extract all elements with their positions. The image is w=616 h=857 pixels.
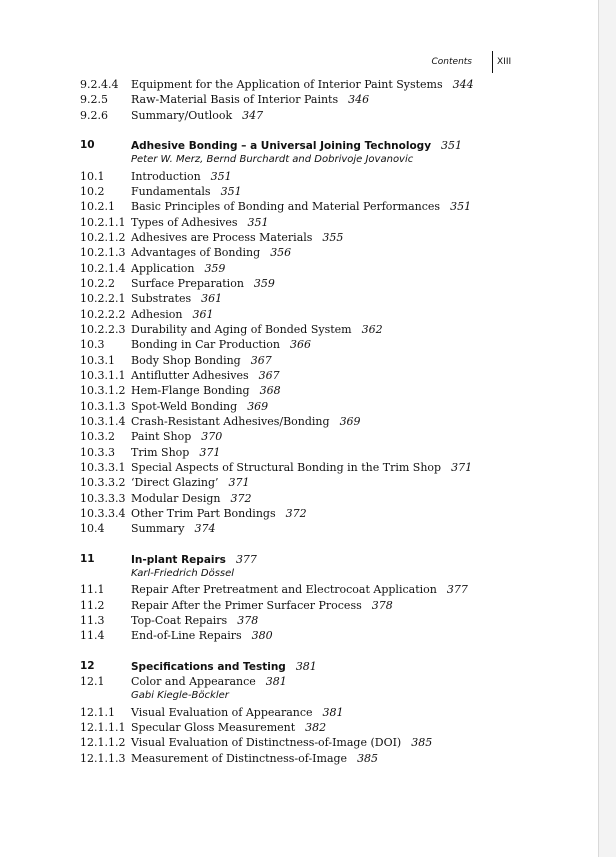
toc-entry-title-line <box>131 139 462 152</box>
toc-entry-title: Equipment for the Application of Interior Paint Systems <box>131 78 443 91</box>
toc-entry-page: 385 <box>357 751 379 765</box>
toc-entry-title: Summary <box>131 522 185 536</box>
toc-entry-page: 380 <box>251 629 273 643</box>
toc-entry-page: 378 <box>371 598 393 612</box>
toc-entry-page: 367 <box>258 368 280 382</box>
toc-entry-title-line <box>131 231 343 244</box>
toc-entry[interactable] <box>0 706 598 721</box>
running-header <box>0 55 598 71</box>
toc-entry-title: Color and Appearance <box>131 675 256 689</box>
toc-entry-title-line <box>131 507 307 520</box>
toc-entry-title-line <box>131 461 472 474</box>
toc-entry-title-line <box>131 400 268 413</box>
toc-entry[interactable] <box>0 369 598 384</box>
toc-entry-page: 372 <box>230 491 252 505</box>
toc-entry[interactable] <box>0 430 598 445</box>
toc-entry-title: Special Aspects of Structural Bonding in the Trim Shop <box>131 460 442 474</box>
toc-entry[interactable] <box>0 384 598 399</box>
toc-entry-title-line <box>131 706 344 719</box>
toc-entry-title: In-plant Repairs <box>131 553 226 566</box>
toc-entry-page: 346 <box>348 93 370 107</box>
toc-entry-number: 10.3.1.3 <box>80 399 126 413</box>
toc-entry-title: Summary/Outlook <box>131 108 233 122</box>
toc-entry-title-line <box>131 93 369 106</box>
toc-entry-title: Specifications and Testing <box>131 660 286 673</box>
toc-entry-title-line <box>131 629 273 642</box>
toc-entry-page: 370 <box>201 430 223 444</box>
toc-entry-title: Specular Gloss Measurement <box>131 721 296 735</box>
toc-entry-title-line <box>131 415 361 428</box>
toc-entry-title: Repair After Pretreatment and Electrocoat Application <box>131 583 437 597</box>
toc-entry-title: Modular Design <box>131 491 221 505</box>
toc-entry-title: Antiflutter Adhesives <box>131 368 249 382</box>
toc-entry-title-line <box>131 292 222 305</box>
toc-entry-page: 371 <box>451 460 473 474</box>
toc-entry-number: 10.2.2.3 <box>80 323 126 336</box>
toc-entry-number: 10.2.1.3 <box>80 246 126 260</box>
toc-entry-number: 10.2.2.2 <box>80 307 126 321</box>
toc-entry-title-line <box>131 109 263 122</box>
toc-entry-number: 10.2.1.4 <box>80 261 126 275</box>
toc-entry[interactable] <box>0 292 598 307</box>
toc-entry-number: 10.2 <box>80 185 105 199</box>
toc-entry-title-line <box>131 752 378 765</box>
toc-entry-title-line <box>131 553 257 566</box>
toc-entry-page: 351 <box>247 215 269 229</box>
toc-entry[interactable] <box>0 170 598 185</box>
toc-entry[interactable] <box>0 354 598 369</box>
toc-entry-title: ‘Direct Glazing’ <box>131 476 219 490</box>
toc-entry-number: 10.3.1.1 <box>80 368 126 382</box>
toc-entry-page: 359 <box>204 261 226 275</box>
toc-entry-page: 382 <box>305 721 327 735</box>
toc-entry[interactable] <box>0 185 598 200</box>
toc-entry-number: 10.3.1 <box>80 353 115 367</box>
toc-entry[interactable] <box>0 415 598 430</box>
toc-entry-title-line <box>131 277 275 290</box>
toc-entry-page: 351 <box>450 200 472 214</box>
running-header-page-number: XIII <box>497 57 512 67</box>
toc-entry-title-line <box>131 369 280 382</box>
toc-entry-title-line <box>131 492 251 505</box>
toc-entry-title-line <box>131 262 225 275</box>
toc-entry-number: 12.1 <box>80 675 105 689</box>
toc-entry-title: Hem-Flange Bonding <box>131 384 250 398</box>
toc-entry-title-line <box>131 430 222 443</box>
toc-entry[interactable] <box>0 522 598 537</box>
toc-entry-title-line <box>131 170 232 183</box>
toc-author: Karl-Friedrich Dössel <box>131 568 235 579</box>
toc-entry-number: 10.2.1.1 <box>80 215 126 229</box>
toc-entry-page: 351 <box>441 139 463 153</box>
toc-entry[interactable] <box>0 109 598 124</box>
toc-entry-title-line <box>131 476 249 489</box>
toc-entry-title: Adhesion <box>131 307 183 321</box>
toc-entry-number: 11 <box>80 552 95 565</box>
toc-entry[interactable] <box>0 476 598 491</box>
toc-entry-title-line <box>131 384 281 397</box>
toc-entry[interactable] <box>0 583 598 598</box>
toc-entry-number: 10.3.3 <box>80 445 115 459</box>
toc-entry-title: Surface Preparation <box>131 277 244 291</box>
toc-entry-page: 347 <box>242 108 264 122</box>
toc-entry-number: 10.2.2.1 <box>80 292 126 306</box>
toc-entry[interactable] <box>0 400 598 415</box>
toc-entry-number: 12.1.1.3 <box>80 751 126 765</box>
toc-entry-number: 11.2 <box>80 598 105 612</box>
toc-entry-page: 371 <box>199 445 221 459</box>
toc-entry[interactable] <box>0 675 598 690</box>
toc-entry[interactable] <box>0 338 598 353</box>
toc-entry[interactable] <box>0 323 598 338</box>
toc-entry-title-line <box>131 660 317 673</box>
toc-entry-page: 367 <box>250 353 272 367</box>
toc-chapter-entry[interactable] <box>0 553 598 568</box>
toc-entry-page: 362 <box>361 323 383 336</box>
toc-entry-number: 10.2.2 <box>80 277 115 291</box>
toc-entry-title-line <box>131 246 291 259</box>
toc-entry-number: 10.3.1.4 <box>80 414 126 428</box>
toc-entry-title-line <box>131 200 471 213</box>
toc-entry-title: Fundamentals <box>131 185 211 199</box>
toc-entry-title-line <box>131 675 287 688</box>
toc-entry-number: 11.1 <box>80 583 105 597</box>
toc-entry[interactable] <box>0 231 598 246</box>
toc-entry[interactable] <box>0 752 598 767</box>
toc-entry-title-line <box>131 736 432 749</box>
toc-entry-title: Durability and Aging of Bonded System <box>131 323 352 336</box>
toc-entry-title: Paint Shop <box>131 430 192 444</box>
toc-author: Gabi Kiegle-Böckler <box>131 690 229 702</box>
toc-entry[interactable] <box>0 308 598 323</box>
toc-entry-page: 374 <box>194 522 216 536</box>
toc-entry-title: Top-Coat Repairs <box>131 613 228 627</box>
toc-entry-page: 377 <box>446 583 468 597</box>
toc-entry-title-line <box>131 522 216 535</box>
toc-entry-title: Spot-Weld Bonding <box>131 399 238 413</box>
toc-entry-title-line <box>131 78 474 91</box>
toc-entry-number: 11.3 <box>80 613 105 627</box>
toc-entry-title-line <box>131 323 383 336</box>
toc-entry-title-line <box>131 721 326 734</box>
toc-entry-page: 385 <box>411 736 433 750</box>
toc-entry-title-line <box>131 185 242 198</box>
toc-entry[interactable] <box>0 614 598 629</box>
toc-entry-title-line <box>131 354 272 367</box>
toc-entry-number: 9.2.6 <box>80 108 108 122</box>
toc-entry-title: Body Shop Bonding <box>131 353 241 367</box>
toc-entry-number: 12.1.1.2 <box>80 736 126 750</box>
toc-entry[interactable] <box>0 507 598 522</box>
toc-entry-title: Visual Evaluation of Distinctness-of-Image (DOI) <box>131 736 402 750</box>
toc-entry[interactable] <box>0 246 598 261</box>
toc-entry-number: 9.2.4.4 <box>80 78 119 91</box>
toc-entry-number: 10.3 <box>80 338 105 352</box>
toc-entry-page: 355 <box>322 231 344 245</box>
toc-entry-page: 371 <box>228 476 250 490</box>
toc-entry[interactable] <box>0 78 598 93</box>
toc-entry-number: 10.3.3.3 <box>80 491 126 505</box>
toc-entry[interactable] <box>0 492 598 507</box>
toc-entry-title-line <box>131 614 258 627</box>
toc-entry[interactable] <box>0 599 598 614</box>
toc-entry-title: Introduction <box>131 169 201 183</box>
toc-author: Peter W. Merz, Bernd Burchardt and Dobrivoje Jovanovic <box>131 154 414 166</box>
toc-entry[interactable] <box>0 216 598 231</box>
toc-entry-title: Application <box>131 261 195 275</box>
toc-entry-page: 356 <box>270 246 292 260</box>
toc-entry-page: 344 <box>452 78 474 91</box>
toc-entry-page: 369 <box>339 414 361 428</box>
toc-entry-title: End-of-Line Repairs <box>131 629 242 643</box>
toc-entry-number: 10.4 <box>80 522 105 536</box>
toc-entry-number: 9.2.5 <box>80 93 108 107</box>
toc-entry[interactable] <box>0 93 598 108</box>
toc-entry-number: 10.3.3.4 <box>80 506 126 520</box>
toc-entry-title: Crash-Resistant Adhesives/Bonding <box>131 414 330 428</box>
toc-entry-page: 377 <box>235 552 257 566</box>
toc-entry-number: 10.3.1.2 <box>80 384 126 398</box>
toc-entry-title: Bonding in Car Production <box>131 338 281 352</box>
toc-entry[interactable] <box>0 721 598 736</box>
toc-entry-title-line <box>131 338 311 351</box>
toc-entry-title: Adhesives are Process Materials <box>131 231 313 245</box>
toc-entry[interactable] <box>0 262 598 277</box>
toc-entry-page: 361 <box>201 292 223 306</box>
toc-entry-title-line <box>131 583 468 596</box>
toc-entry[interactable] <box>0 446 598 461</box>
toc-entry[interactable] <box>0 277 598 292</box>
toc-entry-title-line <box>131 308 213 321</box>
toc-entry-title: Trim Shop <box>131 445 190 459</box>
toc-entry[interactable] <box>0 461 598 476</box>
toc-entry-title: Types of Adhesives <box>131 215 238 229</box>
toc-entry-number: 12.1.1 <box>80 705 115 719</box>
toc-entry-number: 10.2.1.2 <box>80 231 126 245</box>
toc-entry-title: Advantages of Bonding <box>131 246 261 260</box>
toc-entry-number: 10.1 <box>80 169 105 183</box>
toc-entry-number: 10.3.2 <box>80 430 115 444</box>
toc-entry-number: 10.2.1 <box>80 200 115 214</box>
running-header-section: Contents <box>431 57 472 67</box>
toc-entry-page: 381 <box>295 659 317 673</box>
toc-entry-title: Other Trim Part Bondings <box>131 506 276 520</box>
toc-entry-page: 368 <box>259 384 281 398</box>
toc-entry-page: 351 <box>210 169 232 183</box>
toc-entry-page: 381 <box>265 675 287 689</box>
toc-entry-number: 11.4 <box>80 629 105 643</box>
toc-entry-page: 369 <box>247 399 269 413</box>
toc-entry[interactable] <box>0 200 598 215</box>
toc-entry-title: Adhesive Bonding – a Universal Joining Technology <box>131 140 432 153</box>
header-divider <box>492 51 493 73</box>
toc-entry-title: Basic Principles of Bonding and Material Performances <box>131 200 441 214</box>
toc-entry-number: 12.1.1.1 <box>80 721 126 735</box>
toc-entry-title: Measurement of Distinctness-of-Image <box>131 751 348 765</box>
toc-entry[interactable] <box>0 736 598 751</box>
toc-entry-title: Visual Evaluation of Appearance <box>131 705 313 719</box>
toc-entry-number: 12 <box>80 659 95 672</box>
toc-entry-title: Substrates <box>131 292 192 306</box>
toc-entry-number: 10.3.3.2 <box>80 476 126 490</box>
toc-entry-page: 359 <box>253 277 275 291</box>
toc-entry-number: 10.3.3.1 <box>80 460 126 474</box>
toc-chapter-entry[interactable] <box>0 139 598 154</box>
toc-entry-title-line <box>131 599 393 612</box>
toc-entry-page: 361 <box>192 307 214 321</box>
toc-entry-title: Repair After the Primer Surfacer Process <box>131 598 362 612</box>
toc-entry-page: 372 <box>285 506 307 520</box>
toc-entry-page: 351 <box>220 185 242 199</box>
toc-entry-page: 378 <box>237 613 259 627</box>
toc-entry-title: Raw-Material Basis of Interior Paints <box>131 93 339 107</box>
toc-entry-title-line <box>131 446 220 459</box>
toc-entry-number: 10 <box>80 139 95 152</box>
toc-entry-page: 366 <box>290 338 312 352</box>
toc-entry[interactable] <box>0 629 598 644</box>
toc-entry-page: 381 <box>322 705 344 719</box>
toc-entry-title-line <box>131 216 269 229</box>
toc-chapter-entry[interactable] <box>0 660 598 675</box>
